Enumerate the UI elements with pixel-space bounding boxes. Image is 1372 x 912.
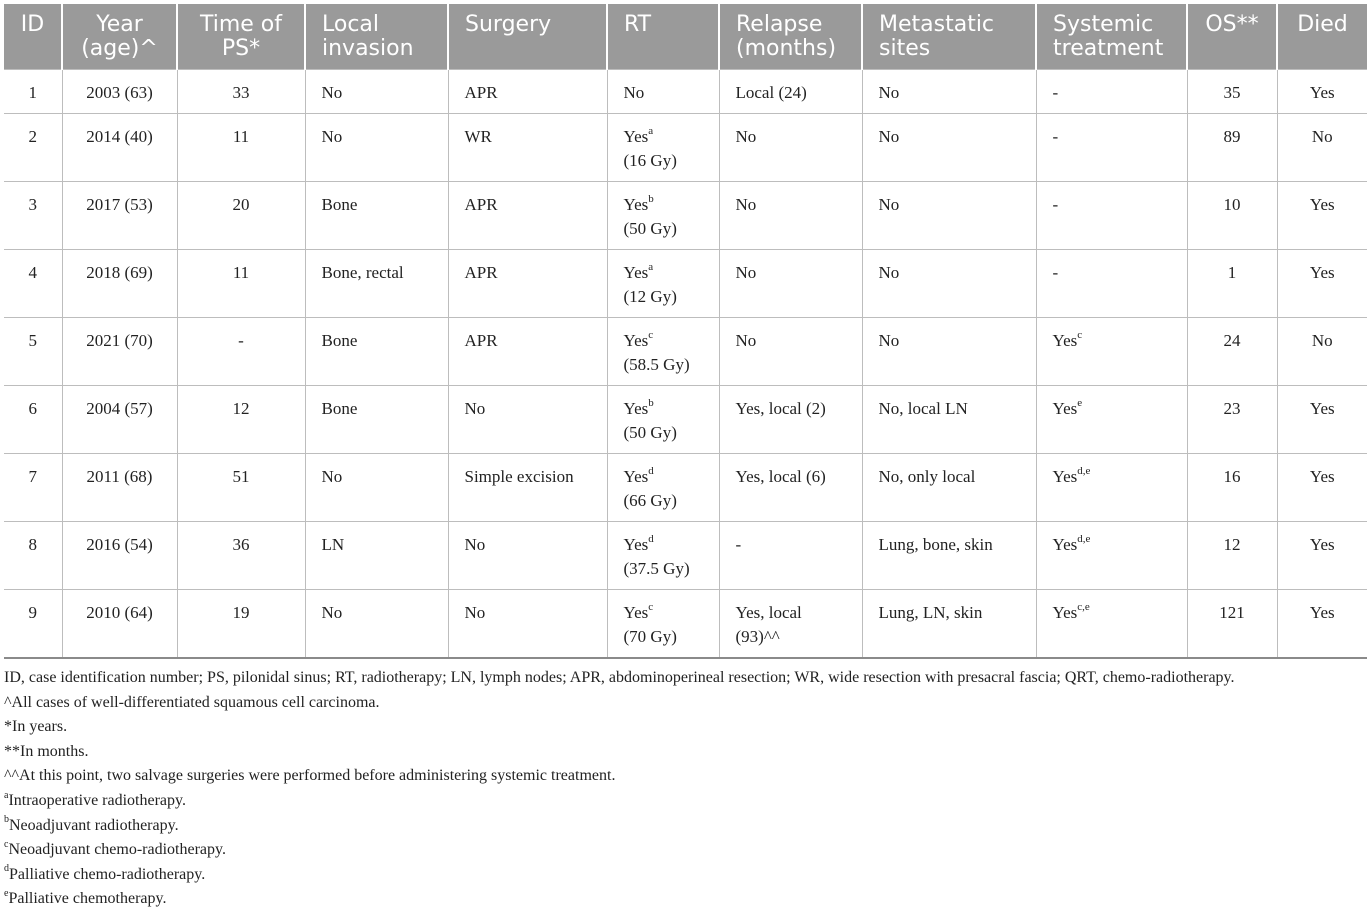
column-header-metastatic-sites: Metastatic sites <box>862 4 1036 70</box>
cell-metastatic-sites: No, only local <box>862 454 1036 522</box>
cell-year-age: 2011 (68) <box>62 454 177 522</box>
footnote: $^b$Neoadjuvant radiotherapy. <box>4 814 179 834</box>
cell-surgery: WR <box>448 114 607 182</box>
cell-metastatic-sites: No <box>862 114 1036 182</box>
cell-year-age: 2010 (64) <box>62 590 177 658</box>
cell-relapse: Yes, local (6) <box>719 454 862 522</box>
cell-os: 35 <box>1187 70 1277 114</box>
cell-relapse: Yes, local (93)^^ <box>719 590 862 658</box>
cell-metastatic-sites: No, local LN <box>862 386 1036 454</box>
cell-os: 121 <box>1187 590 1277 658</box>
table-row <box>4 318 1367 386</box>
footnote: ^^At this point, two salvage surgeries were performed before administering systemic treatment. <box>4 767 616 785</box>
cell-time-of-ps: 36 <box>177 522 305 590</box>
footnote-marker: c <box>4 838 9 850</box>
cell-os: 1 <box>1187 250 1277 318</box>
footnote: $^e$Palliative chemotherapy. <box>4 888 167 908</box>
footnote-marker: a <box>4 789 9 801</box>
cell-systemic-treatment: Yes$^{d,e}$ <box>1036 522 1187 590</box>
footnote-marker: e <box>1077 397 1083 410</box>
footnote: $^c$Neoadjuvant chemo-radiotherapy. <box>4 838 226 859</box>
footnote-marker: c <box>648 329 654 342</box>
cell-surgery: APR <box>448 70 607 114</box>
footnote: $^d$Palliative chemo-radiotherapy. <box>4 863 206 883</box>
cell-local-invasion: No <box>305 454 448 522</box>
cell-id: 7 <box>4 454 62 522</box>
cell-relapse: No <box>719 114 862 182</box>
cell-os: 23 <box>1187 386 1277 454</box>
cell-time-of-ps: 11 <box>177 114 305 182</box>
cell-local-invasion: No <box>305 590 448 658</box>
cell-os: 89 <box>1187 114 1277 182</box>
cell-relapse: Yes, local (2) <box>719 386 862 454</box>
cell-local-invasion: No <box>305 70 448 114</box>
cell-time-of-ps: 20 <box>177 182 305 250</box>
cell-year-age: 2014 (40) <box>62 114 177 182</box>
footnote-marker: d,e <box>1077 465 1091 478</box>
footnote-marker: e <box>4 888 9 900</box>
cell-rt: Yes$^b$ (50 Gy) <box>607 386 719 454</box>
cell-systemic-treatment: Yes$^{d,e}$ <box>1036 454 1187 522</box>
cell-systemic-treatment: Yes$^c$ <box>1036 318 1187 386</box>
cell-rt: Yes$^c$ (70 Gy) <box>607 590 719 658</box>
table-row <box>4 114 1367 182</box>
cell-systemic-treatment: Yes$^{c,e}$ <box>1036 590 1187 658</box>
footnote: **In months. <box>4 742 89 760</box>
table-row <box>4 386 1367 454</box>
cell-year-age: 2021 (70) <box>62 318 177 386</box>
cell-surgery: No <box>448 522 607 590</box>
table-row <box>4 250 1367 318</box>
column-header-died: Died <box>1277 4 1367 70</box>
cell-metastatic-sites: No <box>862 182 1036 250</box>
cell-relapse: No <box>719 250 862 318</box>
cell-relapse: No <box>719 182 862 250</box>
cell-id: 5 <box>4 318 62 386</box>
cell-time-of-ps: 12 <box>177 386 305 454</box>
column-header-time-of-ps: Time of PS* <box>177 4 305 70</box>
cell-rt: Yes$^a$ (12 Gy) <box>607 250 719 318</box>
cell-died: Yes <box>1277 522 1367 590</box>
footnote-marker: a <box>648 125 654 138</box>
footnote-marker: d <box>648 533 654 546</box>
footnote-marker: d,e <box>1077 533 1091 546</box>
cell-time-of-ps: 51 <box>177 454 305 522</box>
cell-time-of-ps: 11 <box>177 250 305 318</box>
footnote-marker: a <box>648 261 654 274</box>
footnote-marker: b <box>4 814 9 826</box>
cell-surgery: APR <box>448 318 607 386</box>
cell-metastatic-sites: Lung, bone, skin <box>862 522 1036 590</box>
footnote-marker: b <box>648 193 654 206</box>
cell-metastatic-sites: Lung, LN, skin <box>862 590 1036 658</box>
cell-died: No <box>1277 114 1367 182</box>
footnote-marker: c <box>648 601 654 614</box>
column-header-surgery: Surgery <box>448 4 607 70</box>
table-row <box>4 182 1367 250</box>
cell-rt: Yes$^d$ (37.5 Gy) <box>607 522 719 590</box>
table-row <box>4 522 1367 590</box>
cell-id: 1 <box>4 70 62 114</box>
column-header-local-invasion: Local invasion <box>305 4 448 70</box>
column-header-id: ID <box>4 4 62 70</box>
cell-local-invasion: LN <box>305 522 448 590</box>
column-header-year-age: Year (age)^ <box>62 4 177 70</box>
cell-os: 24 <box>1187 318 1277 386</box>
cell-systemic-treatment: - <box>1036 250 1187 318</box>
cell-relapse: Local (24) <box>719 70 862 114</box>
cell-local-invasion: No <box>305 114 448 182</box>
cell-os: 12 <box>1187 522 1277 590</box>
cell-metastatic-sites: No <box>862 70 1036 114</box>
cell-local-invasion: Bone, rectal <box>305 250 448 318</box>
cell-surgery: APR <box>448 250 607 318</box>
cell-year-age: 2003 (63) <box>62 70 177 114</box>
clinical-cases-table <box>4 4 1367 659</box>
column-header-rt: RT <box>607 4 719 70</box>
table-footnotes <box>4 666 1368 912</box>
cell-died: Yes <box>1277 250 1367 318</box>
cell-os: 16 <box>1187 454 1277 522</box>
cell-died: Yes <box>1277 70 1367 114</box>
cell-surgery: No <box>448 386 607 454</box>
cell-id: 4 <box>4 250 62 318</box>
footnote-marker: c <box>1077 329 1083 342</box>
table-row <box>4 70 1367 114</box>
cell-id: 6 <box>4 386 62 454</box>
cell-rt: No <box>607 70 719 114</box>
footnote-marker: c,e <box>1077 601 1090 614</box>
cell-rt: Yes$^c$ (58.5 Gy) <box>607 318 719 386</box>
cell-id: 3 <box>4 182 62 250</box>
cell-year-age: 2018 (69) <box>62 250 177 318</box>
cell-died: No <box>1277 318 1367 386</box>
cell-rt: Yes$^a$ (16 Gy) <box>607 114 719 182</box>
column-header-os: OS** <box>1187 4 1277 70</box>
cell-id: 8 <box>4 522 62 590</box>
cell-time-of-ps: 33 <box>177 70 305 114</box>
cell-id: 2 <box>4 114 62 182</box>
table-row <box>4 454 1367 522</box>
cell-surgery: No <box>448 590 607 658</box>
cell-systemic-treatment: Yes$^e$ <box>1036 386 1187 454</box>
cell-time-of-ps: 19 <box>177 590 305 658</box>
cell-os: 10 <box>1187 182 1277 250</box>
footnote: ID, case identification number; PS, pilonidal sinus; RT, radiotherapy; LN, lymph nodes; APR, abdominoperineal resection; WR, wide resection with presacral fascia; QRT, chemo-radiotherapy. <box>4 669 1235 686</box>
footnote-marker: d <box>648 465 654 478</box>
table-header-row <box>4 4 1367 70</box>
cell-relapse: No <box>719 318 862 386</box>
column-header-systemic-treatment: Systemic treatment <box>1036 4 1187 70</box>
cell-systemic-treatment: - <box>1036 114 1187 182</box>
table-row <box>4 590 1367 658</box>
footnote: ^All cases of well-differentiated squamous cell carcinoma. <box>4 693 380 711</box>
cell-year-age: 2017 (53) <box>62 182 177 250</box>
cell-id: 9 <box>4 590 62 658</box>
footnote: *In years. <box>4 718 68 736</box>
footnote-marker: b <box>648 397 654 410</box>
cell-local-invasion: Bone <box>305 386 448 454</box>
cell-local-invasion: Bone <box>305 182 448 250</box>
cell-systemic-treatment: - <box>1036 70 1187 114</box>
cell-died: Yes <box>1277 454 1367 522</box>
cell-died: Yes <box>1277 182 1367 250</box>
cell-died: Yes <box>1277 590 1367 658</box>
cell-surgery: Simple excision <box>448 454 607 522</box>
cell-metastatic-sites: No <box>862 318 1036 386</box>
cell-metastatic-sites: No <box>862 250 1036 318</box>
footnote: $^a$Intraoperative radiotherapy. <box>4 789 186 809</box>
cell-rt: Yes$^b$ (50 Gy) <box>607 182 719 250</box>
cell-relapse: - <box>719 522 862 590</box>
footnote-marker: d <box>4 863 9 875</box>
cell-time-of-ps: - <box>177 318 305 386</box>
cell-surgery: APR <box>448 182 607 250</box>
cell-rt: Yes$^d$ (66 Gy) <box>607 454 719 522</box>
cell-year-age: 2016 (54) <box>62 522 177 590</box>
cell-systemic-treatment: - <box>1036 182 1187 250</box>
column-header-relapse: Relapse (months) <box>719 4 862 70</box>
cell-died: Yes <box>1277 386 1367 454</box>
cell-local-invasion: Bone <box>305 318 448 386</box>
cell-year-age: 2004 (57) <box>62 386 177 454</box>
